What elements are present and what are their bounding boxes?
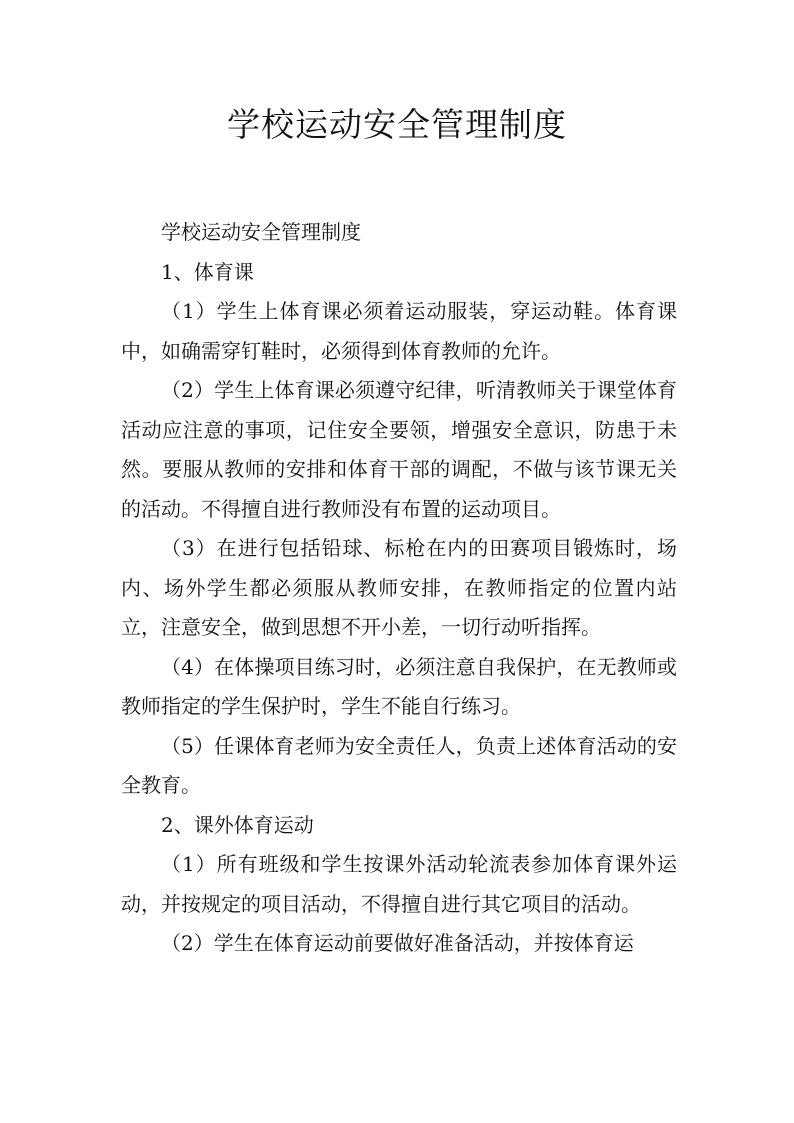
paragraph: （5）任课体育老师为安全责任人，负责上述体育活动的安全教育。 [121,733,677,797]
paragraph: （1）学生上体育课必须着运动服装，穿运动鞋。体育课中，如确需穿钉鞋时，必须得到体育教师的允许。 [121,299,677,363]
paragraph: （2）学生在体育运动前要做好准备活动，并按体育运 [161,931,634,955]
section-heading-extracurricular: 2、课外体育运动 [161,812,314,837]
document-title: 学校运动安全管理制度 [227,105,567,144]
paragraph: （1）所有班级和学生按课外活动轮流表参加体育课外运动，并按规定的项目活动，不得擅自进行其它项目的活动。 [121,852,677,916]
document-body [121,213,677,964]
paragraph: （3）在进行包括铅球、标枪在内的田赛项目锻炼时，场内、场外学生都必须服从教师安排，在教师指定的位置内站立，注意安全，做到思想不开小差，一切行动听指挥。 [121,536,677,639]
paragraph-subtitle: 学校运动安全管理制度 [161,220,361,244]
paragraph: （4）在体操项目练习时，必须注意自我保护，在无教师或教师指定的学生保护时，学生不能自行练习。 [121,654,677,718]
section-heading-pe-class: 1、体育课 [161,259,254,284]
paragraph: （2）学生上体育课必须遵守纪律，听清教师关于课堂体育活动应注意的事项，记住安全要领，增强安全意识，防患于未然。要服从教师的安排和体育干部的调配，不做与该节课无关的活动。不得擅自进行教师没有布置的运动项目。 [121,378,677,521]
